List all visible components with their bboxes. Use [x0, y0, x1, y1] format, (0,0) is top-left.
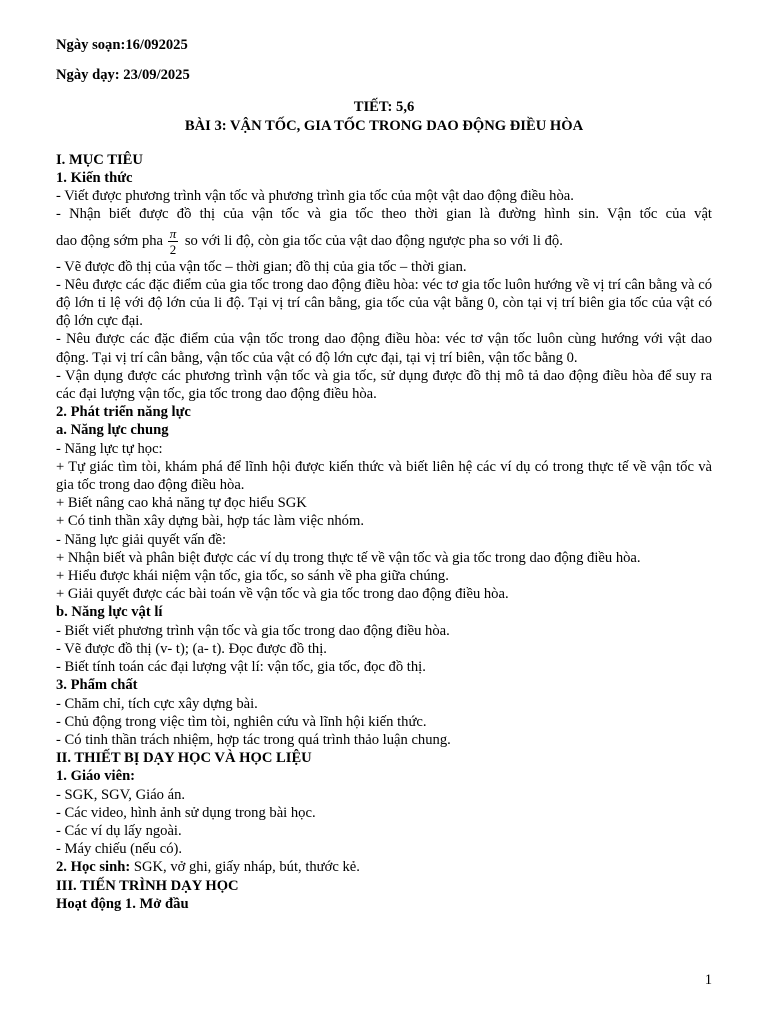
student-line — [56, 858, 712, 876]
general-competency-item-2: + Tự giác tìm tòi, khám phá để lĩnh hội được kiến thức và biết liên hệ các ví dụ có trong thực tế về vận tốc và gia tốc trong dao động điều hòa. — [56, 458, 712, 494]
section-equipment-heading: II. THIẾT BỊ DẠY HỌC VÀ HỌC LIỆU — [56, 750, 312, 767]
qualities-heading: 3. Phẩm chất — [56, 677, 138, 694]
general-competency-item-8: + Giải quyết được các bài toán về vận tốc và gia tốc trong dao động điều hòa. — [56, 586, 509, 603]
general-competency-heading: a. Năng lực chung — [56, 422, 169, 439]
section-objectives-heading: I. MỤC TIÊU — [56, 151, 143, 168]
general-competency-item-3: + Biết nâng cao khả năng tự đọc hiểu SGK — [56, 495, 307, 512]
qualities-item-3: - Có tinh thần trách nhiệm, hợp tác trong quá trình thảo luận chung. — [56, 731, 451, 748]
knowledge-item-6: - Vận dụng được các phương trình vận tốc và gia tốc, sử dụng được đồ thị mô tả dao động điều hòa để suy ra các đại lượng vận tốc, gia tốc trong dao động điều hòa. — [56, 367, 712, 403]
competency-heading: 2. Phát triển năng lực — [56, 404, 191, 421]
phase-text-after: so với li độ, còn gia tốc của vật dao động ngược pha so với li độ. — [184, 232, 563, 249]
lesson-title: BÀI 3: VẬN TỐC, GIA TỐC TRONG DAO ĐỘNG ĐIỀU HÒA — [184, 117, 584, 134]
physics-competency-heading: b. Năng lực vật lí — [56, 604, 163, 621]
knowledge-item-2-continued — [56, 224, 712, 258]
general-competency-item-7: + Hiểu được khái niệm vận tốc, gia tốc, so sánh về pha giữa chúng. — [56, 568, 449, 585]
knowledge-item-5: - Nêu được các đặc điểm của vận tốc trong dao động điều hòa: véc tơ vận tốc luôn cùng hướng với vật dao động. Tại vị trí cân bằng, vận tốc của vật có độ lớn cực đại, tại vị trí biên, vận tốc bằng 0. — [56, 331, 712, 366]
physics-competency-item-1: - Biết viết phương trình vận tốc và gia tốc trong dao động điều hòa. — [56, 622, 450, 639]
teaching-date: Ngày dạy: 23/09/2025 — [56, 67, 190, 84]
qualities-item-1: - Chăm chỉ, tích cực xây dựng bài. — [56, 695, 258, 712]
general-competency-item-4: + Có tinh thần xây dựng bài, hợp tác làm việc nhóm. — [56, 513, 364, 530]
activity-1-heading: Hoạt động 1. Mở đầu — [56, 895, 189, 912]
general-competency-item-5: - Năng lực giải quyết vấn đề: — [56, 531, 227, 548]
document-page — [56, 36, 712, 913]
teacher-item-3: - Các ví dụ lấy ngoài. — [56, 822, 182, 839]
teacher-item-4: - Máy chiếu (nếu có). — [56, 841, 183, 858]
general-competency-item-1: - Năng lực tự học: — [56, 440, 163, 457]
fraction-numerator: π — [169, 225, 177, 241]
phase-text-before: dao động sớm pha — [56, 232, 164, 249]
general-competency-item-6: + Nhận biết và phân biệt được các ví dụ trong thực tế về vận tốc và gia tốc trong dao động điều hòa. — [56, 549, 641, 566]
knowledge-item-2: - Nhận biết được đồ thị của vận tốc và gia tốc theo thời gian là đường hình sin. Vận tốc của vật — [56, 206, 712, 223]
teacher-item-2: - Các video, hình ảnh sử dụng trong bài học. — [56, 804, 316, 821]
teacher-heading: 1. Giáo viên: — [56, 768, 136, 785]
knowledge-item-3: - Vẽ được đồ thị của vận tốc – thời gian; đồ thị của gia tốc – thời gian. — [56, 258, 467, 275]
student-label: 2. Học sinh: — [56, 859, 131, 876]
lesson-period: TIẾT: 5,6 — [353, 99, 415, 116]
physics-competency-item-2: - Vẽ được đồ thị (v- t); (a- t). Đọc được đồ thị. — [56, 640, 327, 657]
preparation-date: Ngày soạn:16/092025 — [56, 37, 188, 53]
qualities-item-2: - Chủ động trong việc tìm tòi, nghiên cứu và lĩnh hội kiến thức. — [56, 713, 427, 730]
knowledge-item-4: - Nêu được các đặc điểm của gia tốc trong dao động điều hòa: véc tơ gia tốc luôn hướng về vị trí cân bằng và có độ lớn tỉ lệ với độ lớn của li độ. Tại vị trí cân bằng, gia tốc của vật bằng 0, còn tại vị trí biên gia tốc của vật có độ lớn cực đại. — [56, 276, 712, 330]
knowledge-item-1: - Viết được phương trình vận tốc và phương trình gia tốc của một vật dao động điều hòa. — [56, 188, 574, 205]
page-number: 1 — [704, 972, 712, 988]
pi-over-2-fraction — [168, 226, 179, 257]
section-process-heading: III. TIẾN TRÌNH DẠY HỌC — [56, 877, 239, 894]
knowledge-heading: 1. Kiến thức — [56, 170, 133, 187]
teacher-item-1: - SGK, SGV, Giáo án. — [56, 786, 186, 803]
fraction-denominator: 2 — [169, 241, 177, 257]
physics-competency-item-3: - Biết tính toán các đại lượng vật lí: vận tốc, gia tốc, đọc đồ thị. — [56, 659, 426, 676]
student-text: SGK, vở ghi, giấy nháp, bút, thước kẻ. — [130, 859, 360, 876]
